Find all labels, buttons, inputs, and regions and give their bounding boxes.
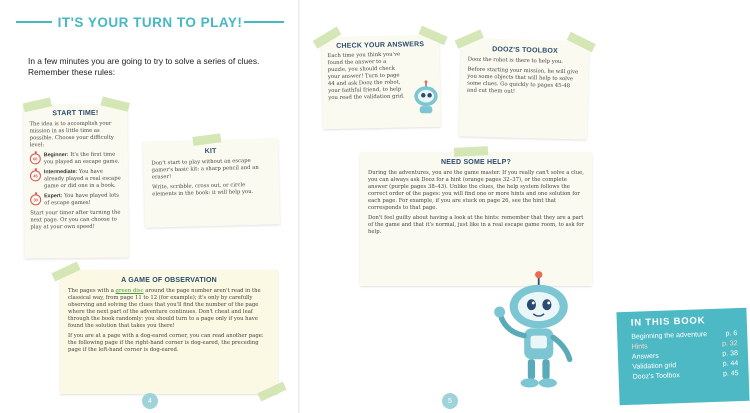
intro-line: In a few minutes you are going to try to solve a series of clues. [28, 56, 260, 66]
toolbox-text-1: Dooz the robot is there to help you. [467, 56, 564, 66]
kit-heading: KIT [204, 147, 217, 156]
start-time-footer: Start your timer after turning the next page. Or you can choose to play at your own speed! [30, 209, 121, 231]
start-time-heading: START TIME! [52, 109, 99, 118]
level-desc: You have played lots of escape games! [44, 192, 119, 207]
intro-line: Remember these rules: [28, 67, 116, 77]
toc-entry: Hints p. 32 [631, 340, 738, 351]
help-heading: NEED SOME HELP? [441, 159, 511, 166]
toc-entry: Validation grid p. 44 [632, 360, 739, 371]
page-number-left: 4 [142, 393, 158, 409]
table-of-contents [616, 308, 749, 405]
toolbox-heading: DOOZ'S TOOLBOX [492, 46, 558, 55]
difficulty-intermediate [30, 169, 122, 191]
stopwatch-icon: 30 [30, 194, 41, 205]
stopwatch-icon: 60 [30, 153, 41, 164]
level-label: Beginner: [43, 152, 69, 159]
start-time-note [23, 104, 128, 259]
green-disc-label: green disc [115, 288, 144, 294]
right-page [300, 0, 739, 413]
check-answers-text: Each time you think you've found the answer to a puzzle, you should check your answer! Turn to page 44 and ask Dooz the robot, your faithful friend, to help you read the validation grid. [327, 51, 405, 102]
help-note [360, 152, 592, 286]
robot-waving-icon [486, 268, 586, 396]
level-label: Intermediate: [43, 168, 78, 176]
left-page [0, 0, 300, 413]
level-desc: It's the first time you played an escape game. [43, 151, 120, 166]
kit-note [143, 138, 280, 228]
toc-entry: Answers p. 38 [631, 350, 739, 361]
level-label: Expert: [44, 193, 63, 200]
observation-heading: A GAME OF OBSERVATION [121, 277, 217, 284]
observation-text-1: The pages with a green disc around the page number aren't read in the classical way, from page 11 to 12 (for example); it's only by carefully observing and solving the clues that you'll find the number of the page where the next part of the adventure continues. Don't cheat and leaf through the book randomly: you should turn to a page only if you have found the solution that takes you there! [68, 288, 261, 329]
toc-entry: Dooz's Toolbox p. 45 [632, 370, 739, 381]
help-text-1: During the adventures, you are the game master. If you really can't solve a clue, you can always ask Dooz for a hint (orange pages 32–37), or the complete answer (purple pages 38–43). Unlike the clues, the help system follows the correct order of the pages: you will find one or more hints and one solution for each page. For example, if you are stuck on page 26, see the hint that corresponds to that page. [368, 170, 584, 211]
check-answers-heading: CHECK YOUR ANSWERS [336, 41, 425, 50]
observation-note [60, 270, 278, 394]
toolbox-text-2: Before starting your mission, he will give you some objects that will help to solve some clues. Go quickly to pages 45-48 and cut them out! [466, 66, 579, 95]
stopwatch-icon: 45 [30, 170, 41, 181]
difficulty-expert [30, 193, 122, 208]
toc-heading: IN THIS BOOK [630, 315, 706, 329]
toc-entry: Beginning the adventure p. 6 [631, 330, 738, 341]
robot-peeking-icon [408, 80, 444, 116]
help-text-2: Don't feel guilty about having a look at the hints: remember that they are a part of the game and that it's normal, just like in a real escape game room, to ask for help. [368, 215, 584, 235]
kit-text-1: Don't start to play without an escape gamer's basic kit: a sharp pencil and an eraser! [151, 157, 259, 181]
page-number-right: 5 [442, 393, 458, 409]
level-desc: You have already played a real escape game or did one in a book. [43, 168, 121, 190]
intro-text [28, 56, 288, 78]
start-time-text: The idea is to accomplish your mission in as little time as possible. Choose your difficulty level: [29, 120, 114, 149]
page-title: IT'S YOUR TURN TO PLAY! [52, 15, 249, 30]
toolbox-note [459, 38, 590, 139]
title-banner [16, 11, 284, 33]
kit-text-2: Write, scribble, cross out, or circle elements in the book: it will help you. [152, 182, 254, 198]
observation-text-2: If you are at a page with a dog-eared corner, you can read another page: the following page if the right-hand corner is dog-eared, the preceding page if the left-hand corner is dog-eared. [68, 333, 264, 353]
difficulty-beginner [30, 152, 122, 167]
